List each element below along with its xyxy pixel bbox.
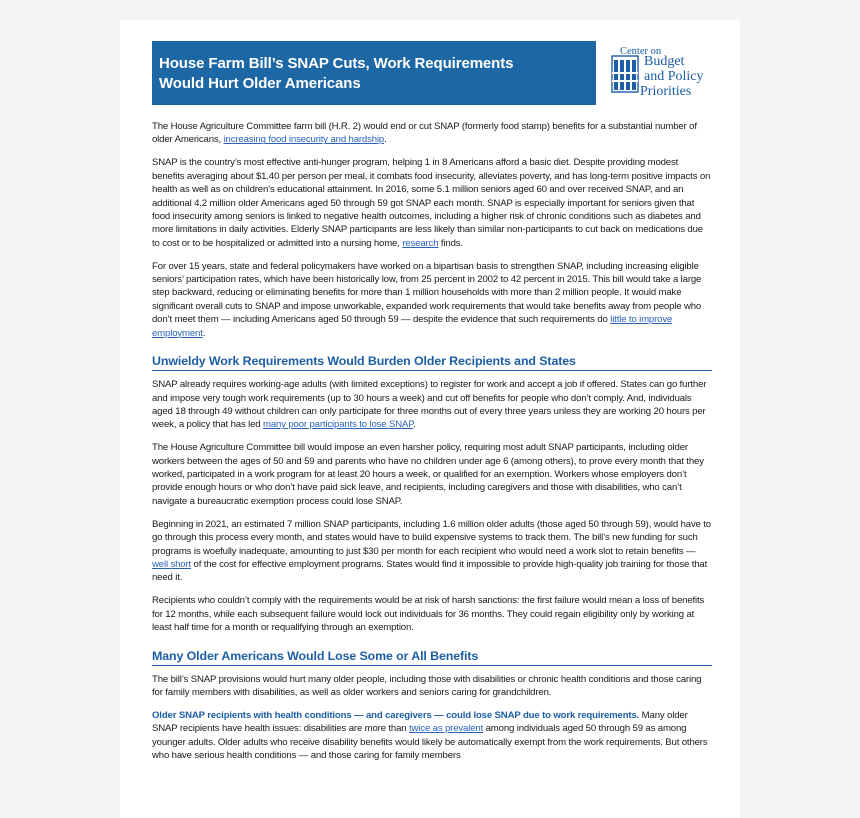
s2p2-text: Many older SNAP recipients have health issues: disabilities are more than [152, 709, 688, 735]
document-page [120, 20, 740, 818]
harsher-policy-paragraph: The House Agriculture Committee bill would impose an even harsher policy, requiring most adult SNAP participants, including older workers between the ages of 50 and 59 and parents who have no children under age 6 (among others), to prove every month that they worked, participated in a work program for at least 20 hours a week, or qualified for an exemption. Workers whose employers don’t provide enough hours or who don’t have paid sick leave, and recipients, including caregivers and those with disabilities, who can’t navigate a bureaucratic exemption process could lose SNAP. [152, 442, 704, 507]
twice-as-prevalent-link[interactable]: twice as prevalent [409, 723, 484, 735]
food-insecurity-link[interactable]: increasing food insecurity and hardship [223, 134, 385, 146]
snap-effectiveness-paragraph [152, 156, 712, 250]
logo-text-line-3: and Policy [644, 69, 704, 84]
health-conditions-lead: Older SNAP recipients with health conditions — and caregivers — could lose SNAP due to work requirements. [152, 709, 640, 721]
health-conditions-paragraph [152, 709, 712, 763]
well-short-link[interactable]: well short [152, 558, 192, 570]
bipartisan-paragraph [152, 260, 712, 340]
title-banner [152, 41, 596, 105]
lose-snap-link[interactable]: many poor participants to lose SNAP [263, 419, 414, 431]
logo-text-line-1: Center on [620, 46, 662, 57]
p3-end: . [202, 327, 206, 339]
s2p2-end: among individuals aged 50 through 59 as among younger adults. Older adults who receive disability benefits would likely be automatically exempt from the work requirements. But others who have serious health conditions — and those caring for family members [152, 723, 708, 762]
p2-text: SNAP is the country’s most effective anti-hunger program, helping 1 in 8 Americans afford a basic diet. Despite providing modest benefits averaging about $1.40 per person per meal, it combats food insecurity, alleviates poverty, and has long-term positive impacts on health as well as on children’s educational attainment. In 2016, some 5.1 million seniors aged 60 and over received SNAP, and an additional 4.2 million older Americans aged 50 through 59 got SNAP each month. SNAP is especially important for seniors given that food insecurity among seniors is linked to negative health outcomes, including a higher risk of chronic conditions such as diabetes and more limitations in daily activities. Elderly SNAP participants are less likely than similar non-participants to cut back on medications due to cost or to be hospitalized or admitted into a nursing home, [152, 157, 711, 249]
provisions-paragraph: The bill’s SNAP provisions would hurt many older people, including those with disabilities or chronic health conditions and those caring for family members with disabilities, as well as older workers and seniors caring for grandchildren. [152, 673, 702, 698]
document-body [152, 120, 712, 772]
intro-end: . [384, 134, 387, 146]
cbpp-logo [610, 46, 704, 102]
section-heading-lose-benefits: Many Older Americans Would Lose Some or All Benefits [152, 649, 712, 666]
research-link[interactable]: research [402, 237, 439, 249]
p2-end: finds. [438, 237, 463, 249]
s1p3-end: of the cost for effective employment programs. States would find it impossible to provide high-quality job training for those that need it. [152, 558, 708, 584]
employment-link[interactable]: little to improve employment [152, 314, 673, 339]
columns-building-icon [610, 54, 640, 94]
intro-text: The House Agriculture Committee farm bill (H.R. 2) would end or cut SNAP (formerly food stamp) benefits for a substantial number of older Americans, [152, 121, 697, 146]
logo-text-line-2: Budget [644, 54, 685, 69]
title-line-2: Would Hurt Older Americans [159, 75, 361, 92]
section-heading-work-requirements: Unwieldy Work Requirements Would Burden Older Recipients and States [152, 354, 712, 371]
p3-text: For over 15 years, state and federal policymakers have worked on a bipartisan basis to strengthen SNAP, including increasing eligible seniors’ participation rates, which have been historically low, from 25 percent in 2002 to 42 percent in 2015. This bill would take a large step backward, reducing or eliminating benefits for more than 1 million households with more than 2 million people. It would make significant overall cuts to SNAP and impose unworkable, expanded work requirements that would take benefits away from people who don’t meet them — including Americans aged 50 through 59 — despite the evidence that such requirements do [152, 260, 702, 326]
s1p1-text: SNAP already requires working-age adults (with limited exceptions) to register for work and accept a job if offered. States can go further and impose very tough work requirements (up to 30 hours a week) and cut off benefits for people who don’t comply. And, individuals aged 18 through 49 without children can only participate for three months out of every three years unless they are working 20 hours per week, a policy that has led [152, 379, 707, 431]
logo-text-line-4: Priorities [640, 84, 692, 99]
title-line-1: House Farm Bill’s SNAP Cuts, Work Requirements [159, 55, 514, 72]
s1p1-end: . [413, 419, 416, 431]
s1p3-text: Beginning in 2021, an estimated 7 million SNAP participants, including 1.6 million older adults (those aged 50 through 59), would have to go through this process every month, and states would have to build expensive systems to track them. The bill’s new funding for such programs is woefully inadequate, amounting to just $30 per month for each recipient who would need a work slot to retain benefits — [152, 518, 711, 557]
sanctions-paragraph: Recipients who couldn’t comply with the requirements would be at risk of harsh sanctions: the first failure would mean a loss of benefits for 12 months, while each subsequent failure would lock out individuals for 36 months. They could regain eligibility only by working at least half time for a month or requalifying through an exemption. [152, 595, 705, 634]
intro-paragraph [152, 120, 712, 147]
beginning-2021-paragraph [152, 518, 712, 585]
existing-requirements-paragraph [152, 378, 712, 432]
